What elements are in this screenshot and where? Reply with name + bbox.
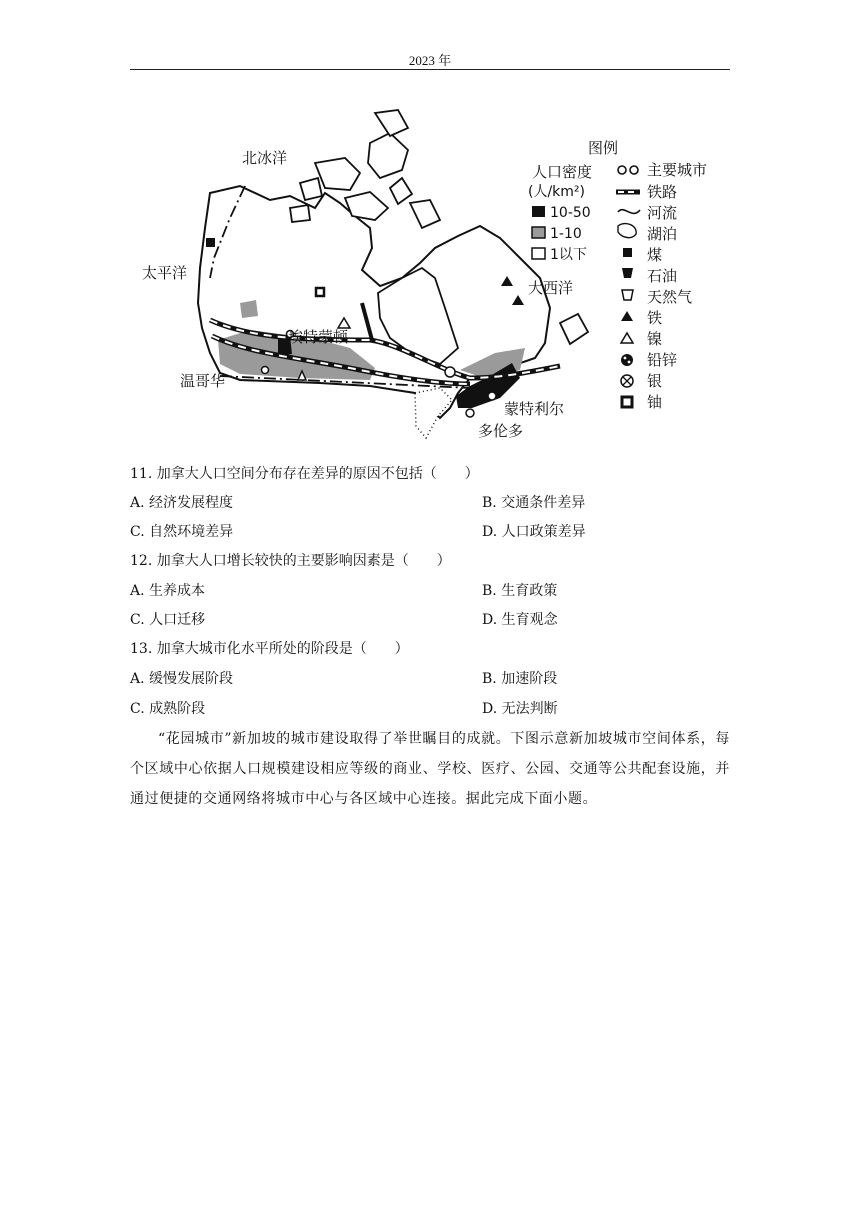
legend-lake-icon [618,224,636,238]
legend-item-railway: 铁路 [647,183,678,201]
legend-item-city: 主要城市 [647,161,708,179]
label-toronto: 多伦多 [478,422,524,440]
legend-density-mid: 1-10 [550,226,582,242]
question-12-stem: 12. 加拿大人口增长较快的主要影响因素是（ ） [130,553,451,569]
silver-symbol [445,367,455,377]
legend-item-iron: 铁 [647,309,663,327]
canada-map [140,108,730,448]
question-11-option-b[interactable]: B. 交通条件差异 [482,495,586,511]
legend-item-river: 河流 [647,204,678,222]
legend-coal-icon [623,248,632,257]
legend-item-nickel: 镍 [647,330,663,348]
passage-paragraph: “花园城市”新加坡的城市建设取得了举世瞩目的成就。下图示意新加坡城市空间体系，每个区域中心依据人口规模建设相应等级的商业、学校、医疗、公园、交通等公共配套设施，并通过便捷的交通网络将城市中心与各区域中心连接。据此完成下面小题。 [130,731,730,807]
legend-density-unit: (人/km²) [528,184,585,200]
legend-gas-icon [622,290,633,300]
legend-city-icon [630,166,638,174]
question-12-option-a[interactable]: A. 生养成本 [130,583,206,599]
legend-density-swatch-mid [532,227,545,238]
legend-item-gas: 天然气 [647,288,693,306]
legend-iron-icon [621,311,633,321]
legend-lead-zinc-icon [621,354,633,366]
question-12-option-b[interactable]: B. 生育政策 [482,583,558,599]
city-symbol [466,409,474,417]
label-montreal: 蒙特利尔 [504,400,565,418]
question-13-stem: 13. 加拿大城市化水平所处的阶段是（ ） [130,641,409,657]
uranium-symbol [316,288,324,296]
legend-item-lake: 湖泊 [647,225,678,243]
question-13-option-a[interactable]: A. 缓慢发展阶段 [130,671,234,687]
arctic-island [315,158,360,190]
legend-item-lead-zinc: 铅锌 [647,351,678,369]
coal-symbol [206,238,215,247]
label-pacific-ocean: 太平洋 [142,264,188,282]
arctic-island [410,200,440,228]
label-edmonton: 埃特蒙顿 [288,328,349,346]
question-12-option-d[interactable]: D. 生育观念 [482,612,558,628]
legend-nickel-icon [621,333,633,343]
legend-item-uranium: 铀 [647,393,663,411]
question-11-option-a[interactable]: A. 经济发展程度 [130,495,234,511]
newfoundland [560,314,588,344]
legend-item-coal: 煤 [647,246,663,264]
page-header: 2023 年 [408,53,452,68]
legend-density-title: 人口密度 [532,163,593,181]
question-11-option-c[interactable]: C. 自然环境差异 [130,524,234,540]
coal-symbol [278,340,287,349]
legend-density-high: 10-50 [550,205,591,221]
header-rule [130,69,730,70]
arctic-island [300,178,322,200]
arctic-island [290,205,310,222]
arctic-island [375,110,408,136]
city-symbol [262,367,269,374]
legend-density-low: 1以下 [550,247,587,263]
legend-oil-icon [622,268,633,278]
legend-density-swatch-low [532,248,545,259]
legend-city-icon [618,166,626,174]
arctic-island [345,192,388,220]
great-lakes [415,388,452,438]
question-11-stem: 11. 加拿大人口空间分布存在差异的原因不包括（ ） [130,466,479,482]
legend-uranium-icon [622,397,632,407]
legend-river-icon [618,210,640,214]
question-13-option-d[interactable]: D. 无法判断 [482,701,558,717]
legend-item-oil: 石油 [647,267,678,285]
arctic-island [390,178,412,204]
question-12-option-c[interactable]: C. 人口迁移 [130,612,206,628]
label-vancouver: 温哥华 [180,372,226,390]
question-13-option-b[interactable]: B. 加速阶段 [482,671,558,687]
label-atlantic-ocean: 大西洋 [528,279,574,297]
question-11-option-d[interactable]: D. 人口政策差异 [482,524,586,540]
legend-density-swatch-high [532,206,545,217]
label-arctic-ocean: 北冰洋 [242,149,288,167]
legend-title: 图例 [588,139,619,157]
question-13-option-c[interactable]: C. 成熟阶段 [130,701,206,717]
legend-item-silver: 银 [647,372,663,390]
city-symbol [488,392,496,400]
arctic-island [368,133,408,178]
density-1-10-area [240,300,258,318]
